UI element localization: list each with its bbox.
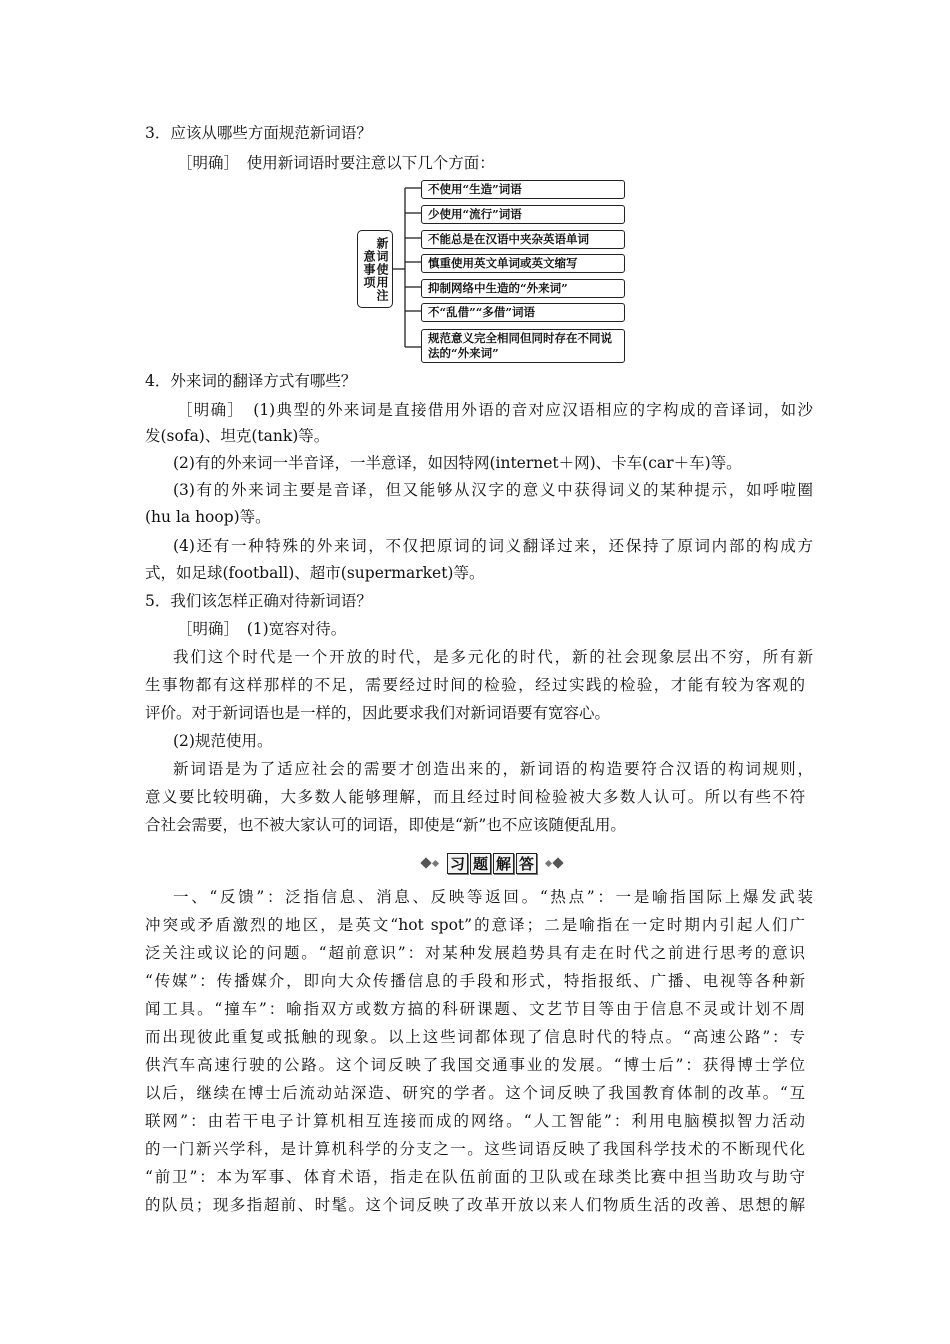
answer-line: 闻工具。“撞车”：喻指双方或数方搞的科研课题、文艺节目等由于信息不灵或计划不周 [145, 1000, 805, 1018]
q3-answer: ［明确］ 使用新词语时要注意以下几个方面： [177, 154, 495, 172]
answer-line: 的队员；现多指超前、时髦。这个词反映了改革开放以来人们物质生活的改善、思想的解 [145, 1196, 805, 1214]
q5-paragraph-line: 合社会需要，也不被大家认可的词语，即使是“新”也不应该随便乱用。 [145, 816, 626, 834]
diagram-item: 不“乱借”“多借”词语 [421, 303, 625, 322]
section-title-char: 题 [470, 853, 491, 874]
answer-line: 的一门新兴学科，是计算机科学的分支之一。这些词语反映了我国科学技术的不断现代化 [145, 1140, 805, 1158]
diamond-icon [552, 857, 563, 868]
q5-paragraph-line: 我们这个时代是一个开放的时代，是多元化的时代，新的社会现象层出不穷，所有新 [173, 648, 813, 666]
q4-question: 4．外来词的翻译方式有哪些？ [145, 372, 357, 390]
q5-paragraph-line: 新词语是为了适应社会的需要才创造出来的，新词语的构造要符合汉语的构词规则， [173, 760, 813, 778]
q4-line: (3)有的外来词主要是音译，但又能够从汉字的意义中获得词义的某种提示，如呼啦圈 [173, 481, 813, 499]
q4-line: (hu la hoop)等。 [145, 508, 271, 526]
q4-line: 式，如足球(football)、超市(supermarket)等。 [145, 564, 485, 582]
answer-line: 供汽车高速行驶的公路。这个词反映了我国交通事业的发展。“博士后”：获得博士学位 [145, 1056, 805, 1074]
q4-line: (4)还有一种特殊的外来词，不仅把原词的词义翻译过来，还保持了原词内部的构成方 [173, 537, 813, 555]
q5-answer: ［明确］ (1)宽容对待。 [177, 620, 347, 638]
diagram-root-node: 新词使用注意事项 [357, 230, 393, 308]
diagram-item: 慎重使用英文单词或英文缩写 [421, 254, 625, 273]
diamond-icon [545, 859, 552, 866]
section-title-char: 习 [447, 853, 468, 874]
q5-paragraph-line: 评价。对于新词语也是一样的，因此要求我们对新词语要有宽容心。 [145, 704, 611, 722]
section-title-char: 答 [516, 853, 537, 874]
q5-paragraph-line: 生事物都有这样那样的不足，需要经过时间的检验，经过实践的检验，才能有较为客观的 [145, 676, 805, 694]
answer-line: 冲突或矛盾激烈的地区，是英文“hot spot”的意译；二是喻指在一定时期内引起人们广 [145, 916, 805, 934]
answer-line: 一、“反馈”：泛指信息、消息、反映等返回。“热点”：一是喻指国际上爆发武装 [173, 888, 813, 906]
q5-question: 5．我们该怎样正确对待新词语？ [145, 592, 372, 610]
q4-line: ［明确］ (1)典型的外来词是直接借用外语的音对应汉语相应的字构成的音译词，如沙 [177, 401, 813, 419]
q4-line: 发(sofa)、坦克(tank)等。 [145, 427, 330, 445]
answer-line: “传媒”：传播媒介，即向大众传播信息的手段和形式，特指报纸、广播、电视等各种新 [145, 972, 805, 990]
diagram-item: 规范意义完全相同但同时存在不同说法的“外来词” [421, 329, 625, 363]
answer-line: 以后，继续在博士后流动站深造、研究的学者。这个词反映了我国教育体制的改革。“互 [145, 1084, 805, 1102]
section-title-char: 解 [493, 853, 514, 874]
section-banner [392, 851, 592, 875]
q4-line: (2)有的外来词一半音译，一半意译，如因特网(internet＋网)、卡车(car＋车)等。 [173, 454, 742, 472]
q5-paragraph-line: 意义要比较明确，大多数人能够理解，而且经过时间检验被大多数人认可。所以有些不符 [145, 788, 805, 806]
q5-subheading: (2)规范使用。 [173, 732, 273, 750]
answer-line: 泛关注或议论的问题。“超前意识”：对某种发展趋势具有走在时代之前进行思考的意识 [145, 944, 805, 962]
answer-line: “前卫”：本为军事、体育术语，指走在队伍前面的卫队或在球类比赛中担当助攻与助守 [145, 1168, 805, 1186]
diagram-item: 抑制网络中生造的“外来词” [421, 279, 625, 298]
diamond-icon [420, 857, 431, 868]
q3-question: 3．应该从哪些方面规范新词语？ [145, 124, 372, 142]
answer-line: 而出现彼此重复或抵触的现象。以上这些词都体现了信息时代的特点。“高速公路”：专 [145, 1028, 805, 1046]
section-title [447, 853, 537, 874]
diagram-item: 少使用“流行”词语 [421, 205, 625, 224]
answer-line: 联网”：由若干电子计算机相互连接而成的网络。“人工智能”：利用电脑模拟智力活动 [145, 1112, 805, 1130]
diamond-icon [432, 859, 439, 866]
diagram-item: 不能总是在汉语中夹杂英语单词 [421, 230, 625, 249]
diagram-item: 不使用“生造”词语 [421, 180, 625, 199]
usage-notes-diagram [357, 177, 629, 363]
